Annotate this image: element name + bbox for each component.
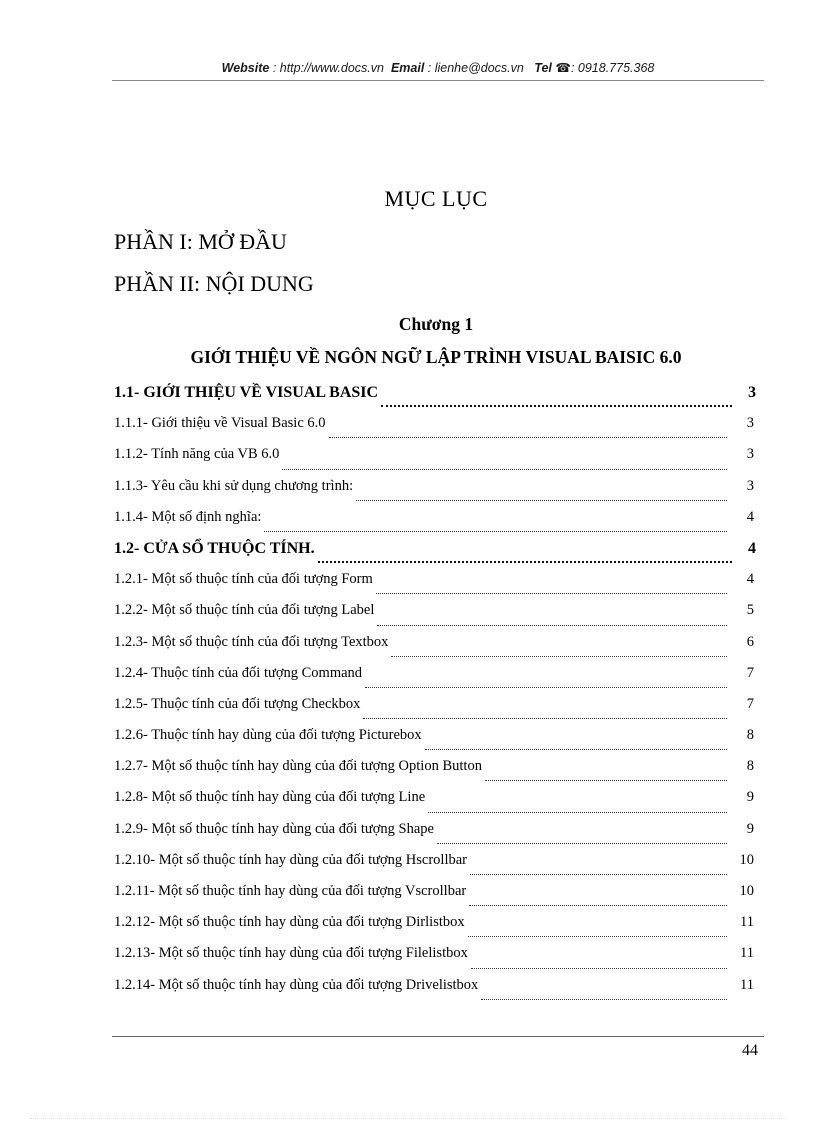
website-value: : http://www.docs.vn xyxy=(272,61,384,75)
part-1-heading: PHẦN I: MỞ ĐẦU xyxy=(114,229,287,254)
toc-entry-title: 1.1.2- Tính năng của VB 6.0 xyxy=(114,446,280,463)
toc-leader-dots xyxy=(470,873,727,875)
toc-entry-title: 1.2- CỬA SỔ THUỘC TÍNH. xyxy=(114,539,315,557)
toc-entry xyxy=(114,571,756,602)
toc-entry-page: 10 xyxy=(739,883,754,899)
toc-entry-page: 8 xyxy=(746,758,754,775)
toc-leader-dots xyxy=(264,530,727,532)
toc-entry-title: 1.2.12- Một số thuộc tính hay dùng của đối tượng Dirlistbox xyxy=(114,914,465,931)
toc-leader-dots xyxy=(356,499,727,501)
toc-entry-title: 1.2.8- Một số thuộc tính hay dùng của đối tượng Line xyxy=(114,789,426,806)
toc-entry-title: 1.2.3- Một số thuộc tính của đối tượng Textbox xyxy=(114,633,389,650)
toc-entry-title: 1.2.13- Một số thuộc tính hay dùng của đối tượng Filelistbox xyxy=(114,945,468,962)
toc-leader-dots xyxy=(425,748,727,750)
toc-entry-page: 9 xyxy=(746,789,754,806)
toc-entry-page: 9 xyxy=(746,820,754,837)
toc-entry xyxy=(114,478,756,509)
toc-entry-title: 1.1.3- Yêu cầu khi sử dụng chương trình: xyxy=(114,477,354,494)
toc-entry-title: 1.2.1- Một số thuộc tính của đối tượng Form xyxy=(114,571,373,588)
toc-entry-page: 7 xyxy=(746,695,754,712)
toc-leader-dots xyxy=(428,811,727,813)
toc-entry-page: 8 xyxy=(746,727,754,744)
toc-entry-page: 4 xyxy=(746,571,754,588)
toc-entry-page: 4 xyxy=(746,508,754,525)
toc-entry-title: 1.1.4- Một số định nghĩa: xyxy=(114,508,262,525)
toc-leader-dots xyxy=(329,436,727,438)
toc-leader-dots xyxy=(381,404,732,407)
toc-entry xyxy=(114,446,756,477)
toc-entry xyxy=(114,540,756,571)
toc-leader-dots xyxy=(437,842,727,844)
toc-leader-dots xyxy=(468,935,727,937)
table-of-contents xyxy=(114,384,756,1008)
page-number: 44 xyxy=(742,1042,758,1059)
part-2-heading: PHẦN II: NỘI DUNG xyxy=(114,271,314,296)
toc-leader-dots xyxy=(377,624,727,626)
toc-entry-title: 1.1- GIỚI THIỆU VỀ VISUAL BASIC xyxy=(114,384,379,401)
toc-entry-title: 1.1.1- Giới thiệu về Visual Basic 6.0 xyxy=(114,415,326,432)
toc-entry xyxy=(114,727,756,758)
toc-entry xyxy=(114,758,756,789)
toc-entry xyxy=(114,977,756,1008)
toc-entry-page: 10 xyxy=(739,851,754,868)
website-label: Website xyxy=(221,61,270,75)
toc-entry-title: 1.2.6- Thuộc tính hay dùng của đối tượng Picturebox xyxy=(114,727,422,744)
toc-entry-title: 1.2.14- Một số thuộc tính hay dùng của đối tượng Drivelistbox xyxy=(114,976,479,993)
toc-entry-title: 1.2.2- Một số thuộc tính của đối tượng Label xyxy=(114,602,375,619)
toc-entry xyxy=(114,509,756,540)
toc-entry xyxy=(114,415,756,446)
phone-icon: ☎ xyxy=(555,61,571,75)
toc-entry-page: 5 xyxy=(746,602,754,619)
chapter-title: GIỚI THIỆU VỀ NGÔN NGỮ LẬP TRÌNH VISUAL BAISIC 6.0 xyxy=(190,347,682,367)
toc-leader-dots xyxy=(318,560,732,563)
toc-entry-page: 7 xyxy=(746,664,754,681)
toc-leader-dots xyxy=(282,468,727,470)
tel-value: : 0918.775.368 xyxy=(570,61,655,75)
toc-entry-title: 1.2.9- Một số thuộc tính hay dùng của đối tượng Shape xyxy=(114,820,434,837)
toc-entry-page: 11 xyxy=(740,914,754,931)
chapter-label: Chương 1 xyxy=(398,314,474,334)
email-value: : lienhe@docs.vn xyxy=(427,61,524,75)
toc-entry-page: 3 xyxy=(746,446,754,463)
toc-entry xyxy=(114,914,756,945)
toc-entry-title: 1.2.7- Một số thuộc tính hay dùng của đối tượng Option Button xyxy=(114,758,482,775)
toc-entry-page: 4 xyxy=(748,539,756,557)
tel-label: Tel xyxy=(534,61,552,75)
toc-entry xyxy=(114,384,756,415)
toc-entry xyxy=(114,945,756,976)
toc-entry-title: 1.2.4- Thuộc tính của đối tượng Command xyxy=(114,664,363,681)
toc-entry-page: 3 xyxy=(748,384,756,401)
toc-entry-page: 3 xyxy=(746,477,754,494)
toc-leader-dots xyxy=(485,779,727,781)
toc-entry-page: 6 xyxy=(746,633,754,650)
email-label: Email xyxy=(390,61,425,75)
page-header xyxy=(112,60,764,75)
toc-entry-page: 11 xyxy=(740,976,754,993)
header-rule xyxy=(112,80,764,81)
toc-leader-dots xyxy=(376,592,727,594)
toc-entry-page: 3 xyxy=(746,415,754,432)
toc-leader-dots xyxy=(363,717,727,719)
toc-leader-dots xyxy=(365,686,727,688)
toc-entry-title: 1.2.5- Thuộc tính của đối tượng Checkbox xyxy=(114,695,361,712)
footer-rule xyxy=(112,1036,764,1037)
toc-entry xyxy=(114,602,756,633)
toc-entry xyxy=(114,821,756,852)
toc-entry-title: 1.2.11- Một số thuộc tính hay dùng của đối tượng Vscrollbar xyxy=(114,883,467,899)
bottom-border xyxy=(30,1118,786,1119)
toc-leader-dots xyxy=(469,904,727,906)
toc-entry xyxy=(114,665,756,696)
toc-entry xyxy=(114,634,756,665)
toc-entry-page: 11 xyxy=(740,945,754,962)
toc-entry xyxy=(114,696,756,727)
toc-entry xyxy=(114,852,756,883)
toc-entry-title: 1.2.10- Một số thuộc tính hay dùng của đối tượng Hscrollbar xyxy=(114,851,468,868)
page-title: MỤC LỤC xyxy=(384,186,488,211)
toc-leader-dots xyxy=(391,655,727,657)
toc-leader-dots xyxy=(481,998,727,1000)
toc-entry xyxy=(114,789,756,820)
toc-leader-dots xyxy=(471,967,727,969)
toc-entry xyxy=(114,883,756,914)
